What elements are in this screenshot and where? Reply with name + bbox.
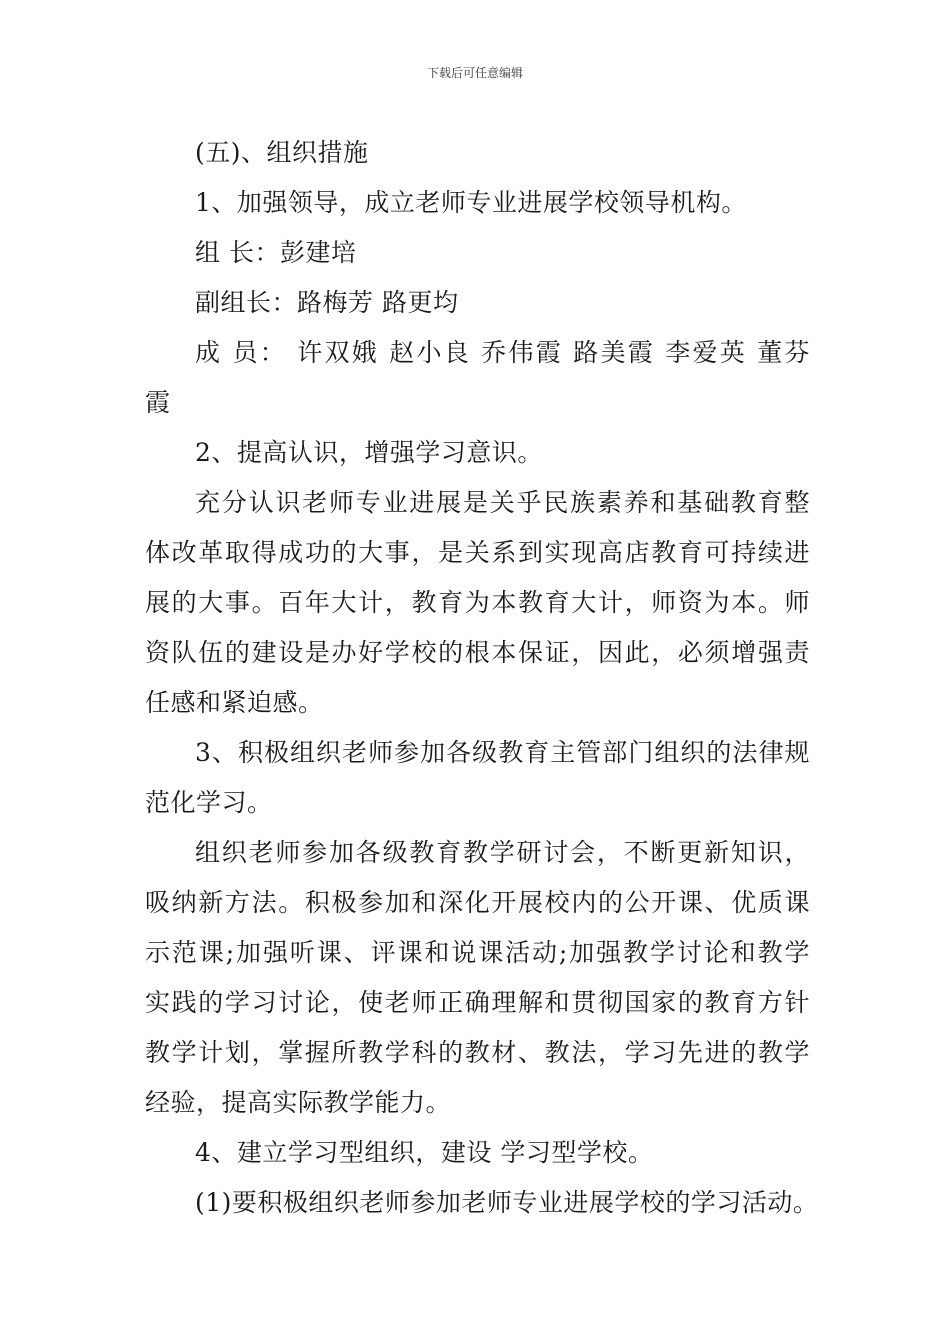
document-body [145,128,819,1228]
paragraph-line: 充分认识老师专业进展是关乎民族素养和基础教育整 [195,488,810,517]
paragraph-line: 资队伍的建设是办好学校的根本保证，因此，必须增强责 [145,638,810,667]
item-2-heading: 2、提高认识，增强学习意识。 [195,438,543,467]
item-1-heading: 1、加强领导，成立老师专业进展学校领导机构。 [195,188,747,217]
page-header-note: 下载后可任意编辑 [426,66,523,80]
paragraph-line: 经验，提高实际教学能力。 [145,1088,452,1117]
item-4-heading: 4、建立学习型组织，建设 学习型学校。 [195,1138,654,1167]
item-3-heading-continued: 范化学习。 [145,788,273,817]
group-leader-line: 组 长：彭建培 [195,238,357,267]
item-3-heading: 3、积极组织老师参加各级教育主管部门组织的法律规 [195,738,810,767]
paragraph-line: 组织老师参加各级教育教学研讨会，不断更新知识， [195,838,810,867]
paragraph-line: 体改革取得成功的大事，是关系到实现高店教育可持续进 [145,538,810,567]
paragraph-line: 吸纳新方法。积极参加和深化开展校内的公开课、优质课 [145,888,810,917]
deputy-leader-line: 副组长：路梅芳 路更均 [195,288,459,317]
paragraph-line: 任感和紧迫感。 [145,688,324,717]
paragraph-line: 展的大事。百年大计，教育为本教育大计，师资为本。师 [145,588,810,617]
paragraph-line: 教学计划，掌握所教学科的教材、教法，学习先进的教学 [145,1038,810,1067]
paragraph-line: 实践的学习讨论，使老师正确理解和贯彻国家的教育方针 [145,988,810,1017]
section-heading: (五)、组织措施 [195,138,369,167]
sub-item-1: (1)要积极组织老师参加老师专业进展学校的学习活动。 [195,1188,819,1217]
members-line-continued: 霞 [145,388,171,417]
paragraph-line: 示范课;加强听课、评课和说课活动;加强教学讨论和教学 [145,938,810,967]
members-line: 成 员： 许双娥 赵小良 乔伟霞 路美霞 李爱英 董芬 [195,338,810,367]
